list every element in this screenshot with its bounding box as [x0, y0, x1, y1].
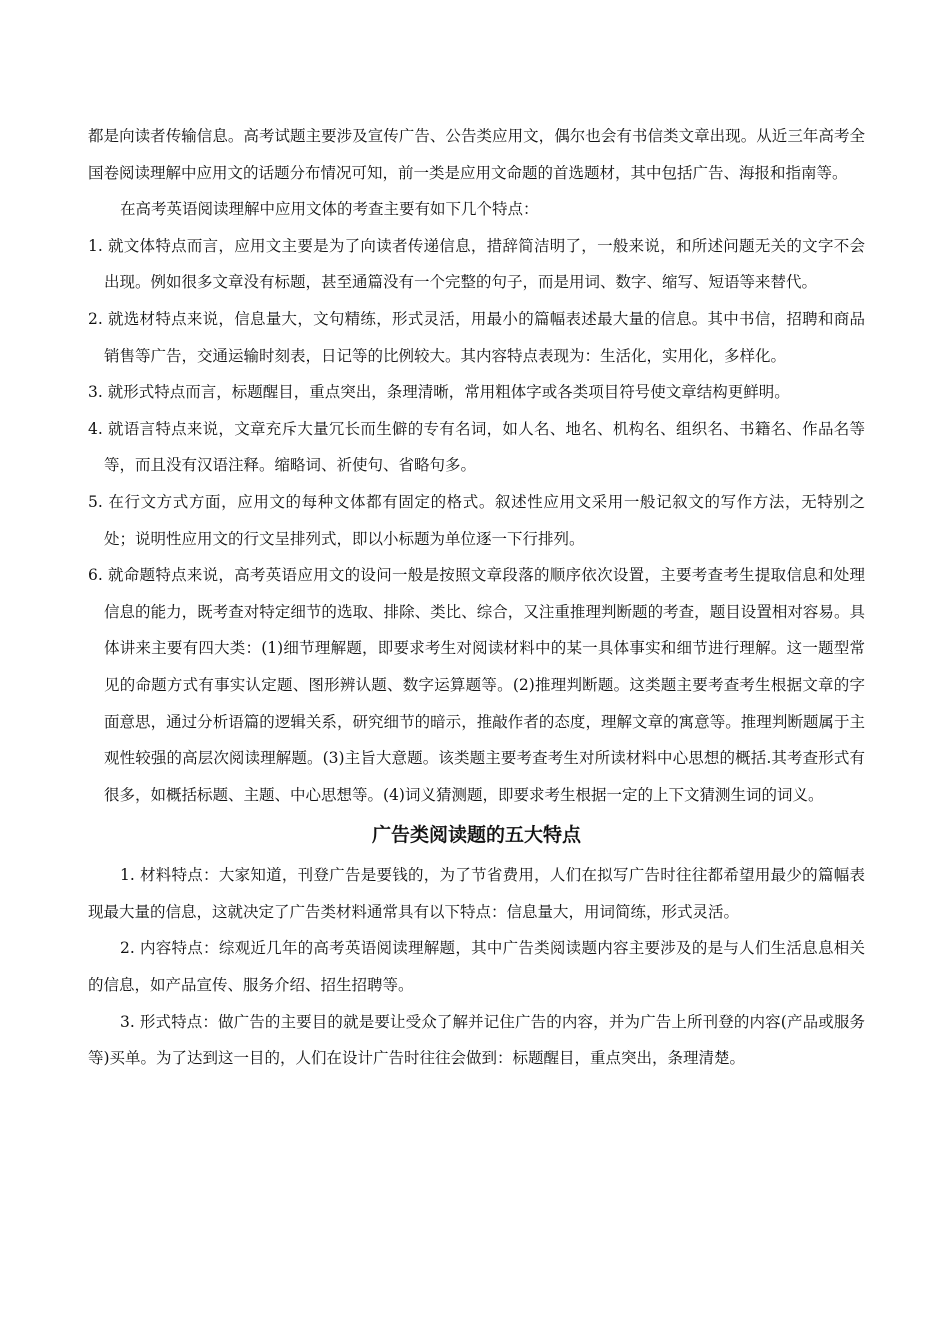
- list-item: [88, 484, 865, 557]
- list-item-number: 4.: [88, 419, 108, 438]
- list-item-number: 6.: [88, 566, 108, 585]
- list-item-number: 2.: [88, 309, 108, 328]
- list-item-text: 就形式特点而言，标题醒目，重点突出，条理清晰，常用粗体字或各类项目符号使文章结构更鲜明。: [107, 383, 790, 402]
- list-item-text: 就选材特点来说，信息量大，文句精练，形式灵活，用最小的篇幅表述最大量的信息。其中书信，招聘和商品销售等广告，交通运输时刻表，日记等的比例较大。其内容特点表现为：生活化，实用化，多样化。: [104, 309, 865, 365]
- intro-paragraph: 都是向读者传输信息。高考试题主要涉及宣传广告、公告类应用文，偶尔也会有书信类文章出现。从近三年高考全国卷阅读理解中应用文的话题分布情况可知，前一类是应用文命题的首选题材，其中包括广告、海报和指南等。: [88, 127, 865, 182]
- list-item: [88, 374, 865, 411]
- section-paragraph: 1. 材料特点：大家知道，刊登广告是要钱的，为了节省费用，人们在拟写广告时往往都希望用最少的篇幅表现最大量的信息，这就决定了广告类材料通常具有以下特点：信息量大，用词简练，形式灵活。: [88, 866, 865, 921]
- list-item-number: 3.: [88, 383, 108, 402]
- feature-list: [88, 228, 865, 814]
- list-item: [88, 411, 865, 484]
- list-item-text: 就语言特点来说，文章充斥大量冗长而生僻的专有名词，如人名、地名、机构名、组织名、书籍名、作品名等等，而且没有汉语注释。缩略词、祈使句、省略句多。: [104, 419, 865, 475]
- intro-lead: 在高考英语阅读理解中应用文体的考查主要有如下几个特点：: [120, 200, 539, 219]
- list-item: [88, 228, 865, 301]
- list-item-text: 就命题特点来说，高考英语应用文的设问一般是按照文章段落的顺序依次设置，主要考查考生提取信息和处理信息的能力，既考查对特定细节的选取、排除、类比、综合，又注重推理判断题的考查，题目设置相对容易。具体讲来主要有四大类：(1)细节理解题，即要求考生对阅读材料中的某一具体事实和细节进行理解。这一题型常见的命题方式有事实认定题、图形辨认题、数字运算题等。(2)推理判断题。这类题主要考查考生根据文章的字面意思，通过分析语篇的逻辑关系，研究细节的暗示，推敲作者的态度，理解文章的寓意等。推理判断题属于主观性较强的高层次阅读理解题。(3)主旨大意题。该类题主要考查考生对所读材料中心思想的概括.其考查形式有很多，如概括标题、主题、中心思想等。(4)词义猜测题，即要求考生根据一定的上下文猜测生词的词义。: [104, 566, 865, 804]
- list-item-number: 5.: [88, 492, 109, 511]
- list-item-number: 1.: [88, 236, 108, 255]
- document-body: [88, 118, 865, 1077]
- section-paragraph: 3. 形式特点：做广告的主要目的就是要让受众了解并记住广告的内容，并为广告上所刊登的内容(产品或服务等)买单。为了达到这一目的，人们在设计广告时往往会做到：标题醒目，重点突出，条理清楚。: [88, 1012, 865, 1068]
- list-item: [88, 557, 865, 813]
- list-item-text: 在行文方式方面，应用文的每种文体都有固定的格式。叙述性应用文采用一般记叙文的写作方法，无特别之处；说明性应用文的行文呈排列式，即以小标题为单位逐一下行排列。: [104, 492, 865, 548]
- list-item-text: 就文体特点而言，应用文主要是为了向读者传递信息，措辞简洁明了，一般来说，和所述问题无关的文字不会出现。例如很多文章没有标题，甚至通篇没有一个完整的句子，而是用词、数字、缩写、短语等来替代。: [104, 236, 865, 292]
- section-title: 广告类阅读题的五大特点: [371, 824, 581, 847]
- section-paragraph: 2. 内容特点：综观近几年的高考英语阅读理解题，其中广告类阅读题内容主要涉及的是与人们生活息息相关的信息，如产品宣传、服务介绍、招生招聘等。: [88, 939, 865, 995]
- section-body: [88, 857, 865, 1077]
- list-item: [88, 301, 865, 374]
